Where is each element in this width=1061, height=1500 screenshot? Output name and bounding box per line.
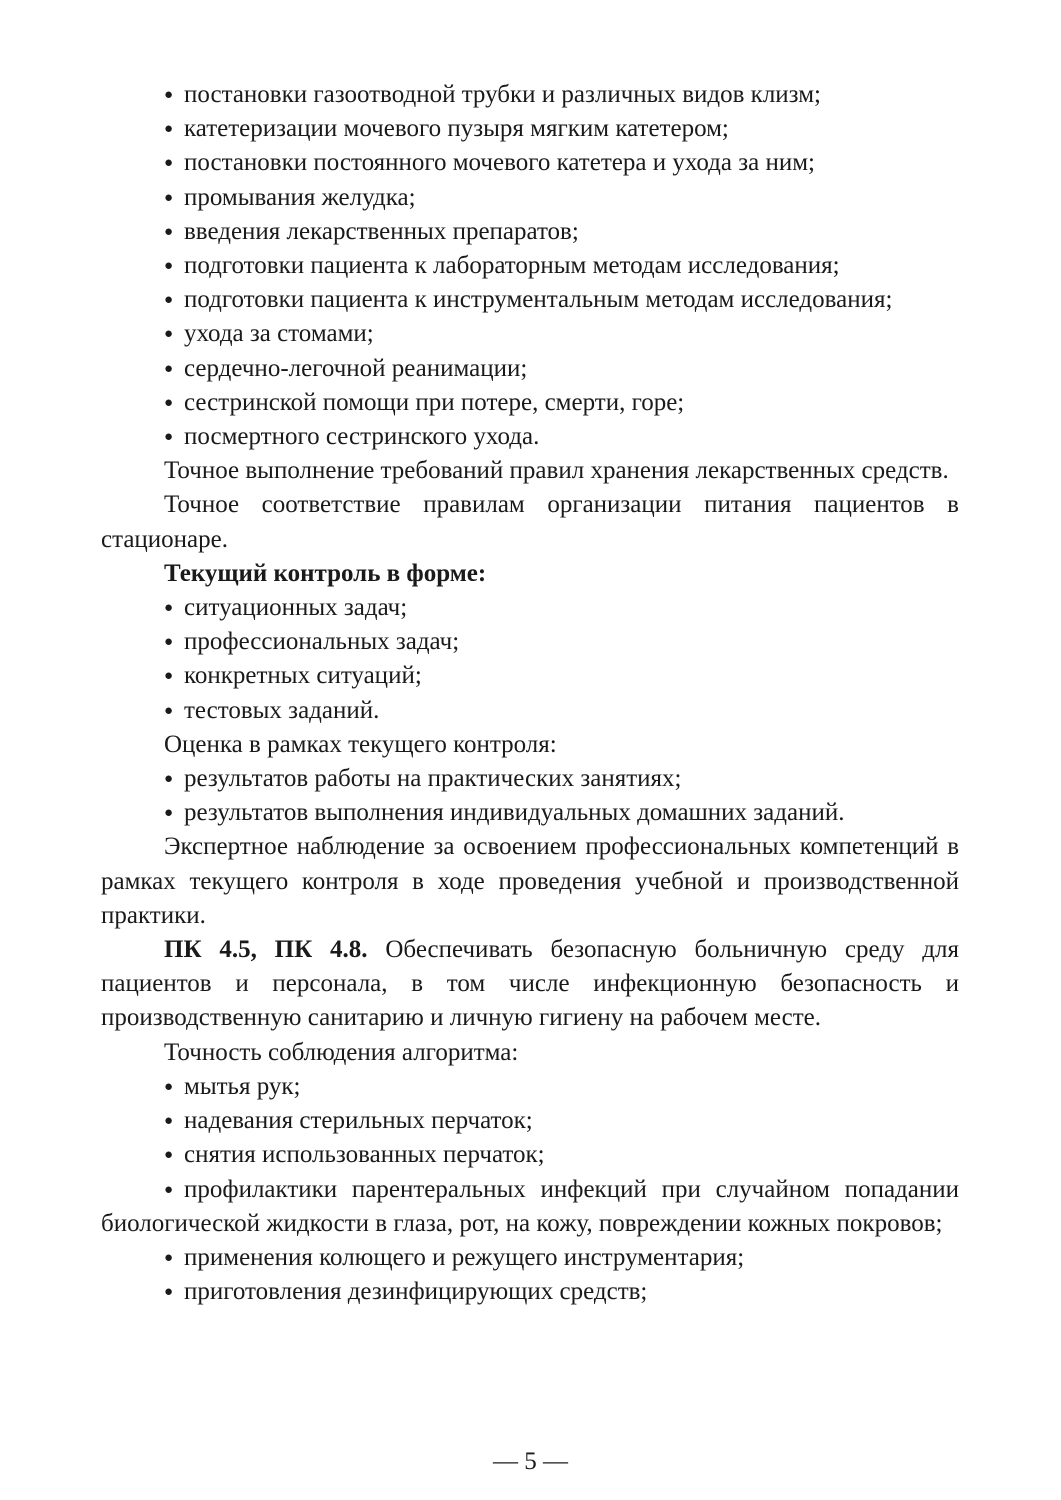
list-item: ● профессиональных задач;: [101, 625, 959, 659]
list-item: ● сердечно-легочной реанимации;: [101, 352, 959, 386]
assessment-intro: Оценка в рамках текущего контроля:: [164, 730, 557, 758]
list-item: ● конкретных ситуаций;: [101, 659, 959, 693]
list-item: ● катетеризации мочевого пузыря мягким катетером;: [101, 112, 959, 146]
list-item: ● надевания стерильных перчаток;: [101, 1104, 959, 1138]
list-item: ● посмертного сестринского ухода.: [101, 420, 959, 454]
list-item: ● снятия использованных перчаток;: [101, 1138, 959, 1172]
list-item: ● подготовки пациента к инструментальным методам исследования;: [101, 283, 959, 317]
list-item: ● постановки постоянного мочевого катетера и ухода за ним;: [101, 146, 959, 180]
paragraph-storage: Точное выполнение требований правил хранения лекарственных средств.: [164, 457, 949, 485]
list-item: ● профилактики парентеральных инфекций при случайном попадании биологической жидкости в глаза, рот, на кожу, повреждении кожных покровов;: [101, 1173, 959, 1241]
current-control-heading: Текущий контроль в форме:: [164, 559, 487, 587]
algorithm-intro: Точность соблюдения алгоритма:: [164, 1038, 519, 1066]
pk-text: Обеспечивать безопасную больничную среду для пациентов и персонала, в том числе инфекционную безопасность и производственную санитарию и личную гигиену на рабочем месте.: [101, 936, 959, 1032]
list-item: ● тестовых заданий.: [101, 694, 959, 728]
paragraph-nutrition: Точное соответствие правилам организации питания пациентов в стационаре.: [101, 491, 959, 553]
paragraph-pk: [101, 933, 959, 1036]
list-item: ● мытья рук;: [101, 1070, 959, 1104]
list-item: ● промывания желудка;: [101, 181, 959, 215]
list-item: ● постановки газоотводной трубки и различных видов клизм;: [101, 78, 959, 112]
list-item: ● ухода за стомами;: [101, 317, 959, 351]
bullet-icon: ●: [164, 292, 174, 309]
document-page: [101, 78, 959, 1309]
list-item: ● подготовки пациента к лабораторным методам исследования;: [101, 249, 959, 283]
paragraph-expert: Экспертное наблюдение за освоением профессиональных компетенций в рамках текущего контроля в ходе проведения учебной и производственной практики.: [101, 833, 959, 929]
pk-label: ПК 4.5, ПК 4.8.: [164, 936, 368, 964]
bullet-icon: ●: [164, 1181, 174, 1198]
list-item: ● результатов работы на практических занятиях;: [101, 762, 959, 796]
list-item: ● приготовления дезинфицирующих средств;: [101, 1275, 959, 1309]
list-item: ● ситуационных задач;: [101, 591, 959, 625]
list-item: ● сестринской помощи при потере, смерти, горе;: [101, 386, 959, 420]
list-item: ● результатов выполнения индивидуальных домашних заданий.: [101, 796, 959, 830]
list-item: ● введения лекарственных препаратов;: [101, 215, 959, 249]
list-item: ● применения колющего и режущего инструментария;: [101, 1241, 959, 1275]
page-number: — 5 —: [493, 1448, 568, 1475]
